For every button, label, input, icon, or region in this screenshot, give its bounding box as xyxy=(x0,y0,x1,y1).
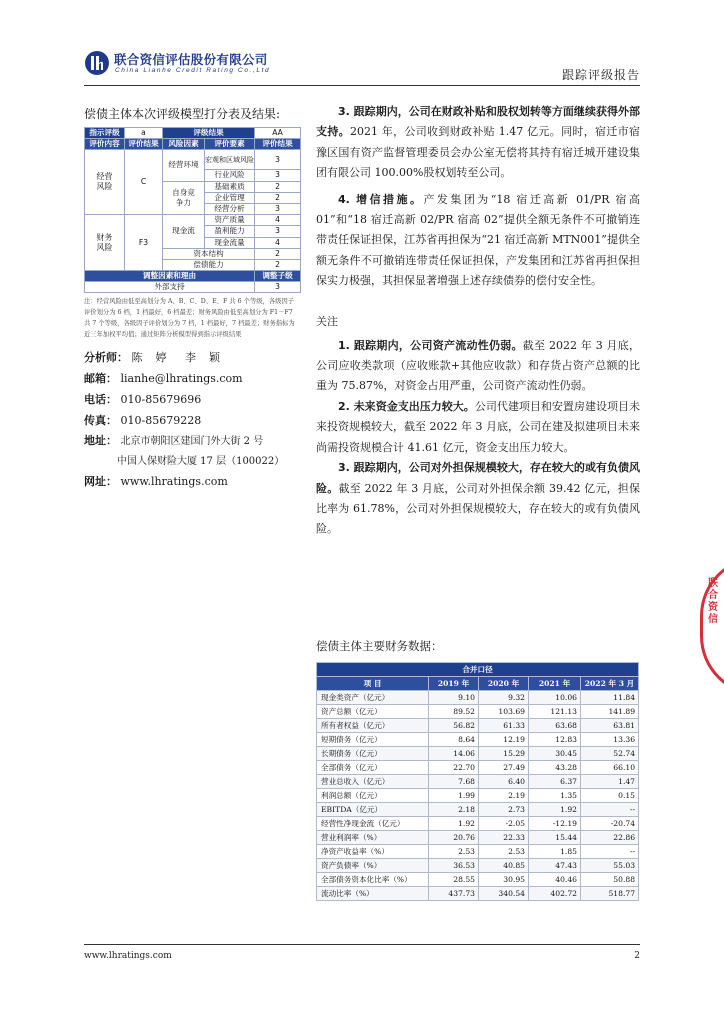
company-logo-icon xyxy=(84,50,110,76)
table-cell: 1.99 xyxy=(429,789,479,803)
table-row xyxy=(85,150,301,170)
factor-score: 2 xyxy=(255,248,301,259)
table-cell: 518.77 xyxy=(581,887,639,901)
adjust-value: 3 xyxy=(255,282,301,293)
table-row xyxy=(317,705,639,719)
rating-model-table xyxy=(84,127,301,293)
table-row xyxy=(317,817,639,831)
col-header: 评价结果 xyxy=(255,139,301,150)
concern-3-paragraph xyxy=(316,458,640,540)
table-cell: 27.49 xyxy=(479,761,529,775)
table-row xyxy=(317,733,639,747)
email-label: 邮箱： xyxy=(84,372,117,386)
element-score: 3 xyxy=(255,203,301,214)
element-score: 2 xyxy=(255,181,301,192)
row-label: 所有者权益（亿元） xyxy=(317,719,429,733)
table-row xyxy=(317,761,639,775)
table-cell: 340.54 xyxy=(479,887,529,901)
factor-name: 偿债能力 xyxy=(163,259,255,270)
table-header-row xyxy=(317,677,639,691)
model-note: 注：经营风险由低至高划分为 A、B、C、D、E、F 共 6 个等级，各级因子评价划分为 6 档，1 档最好，6 档最差；财务风险由低至高划分为 F1－F7 共 7 个等级，各级因子评价划分为 7 档，1 档最好，7 档最差；财务指标为近三年加权平均值；通过矩阵分析模型得到指示评级结果 xyxy=(84,298,295,339)
table-cell: 22.70 xyxy=(429,761,479,775)
row-label: 现金类资产（亿元） xyxy=(317,691,429,705)
financial-title: 偿债主体主要财务数据： xyxy=(316,639,443,653)
table-row xyxy=(317,747,639,761)
table-cell: 12.83 xyxy=(529,733,581,747)
element-score: 4 xyxy=(255,237,301,248)
table-cell: 36.53 xyxy=(429,859,479,873)
concern-2-heading: 2. 未来资金支出压力较大。 xyxy=(338,399,475,413)
concern-3-heading: 3. 跟踪期内，公司对外担保规模较大，存在较大的或有负债风险。 xyxy=(316,461,640,495)
row-label: 全部债务（亿元） xyxy=(317,761,429,775)
col-header: 2020 年 xyxy=(479,677,529,691)
credit-enhancement-text: 产发集团为“18 宿迁高新 01/PR 宿高 01”和“18 宿迁高新 02/PR 宿高 02”提供全额无条件不可撤销连带责任保证担保，江苏省再担保为“21 宿迁高新 MTN001”提供全额无条件不可撤销连带责任保证担保，产发集团和江苏省再担保担保实力极强，其担保显著增强上述存续债券的偿付安全性。 xyxy=(316,192,640,288)
fax-row xyxy=(84,410,300,431)
table-row xyxy=(85,282,301,293)
table-cell: 9.10 xyxy=(429,691,479,705)
model-title: 偿债主体本次评级模型打分表及结果: xyxy=(84,107,281,121)
table-cell: 141.89 xyxy=(581,705,639,719)
email-value[interactable]: lianhe@lhratings.com xyxy=(120,372,243,386)
col-header: 2021 年 xyxy=(529,677,581,691)
row-label: 流动比率（%） xyxy=(317,887,429,901)
table-cell: 1.47 xyxy=(581,775,639,789)
row-label: 利润总额（亿元） xyxy=(317,789,429,803)
row-label: 短期债务（亿元） xyxy=(317,733,429,747)
address-line2: 中国人保财险大厦 17 层（100022） xyxy=(117,456,285,468)
table-row xyxy=(317,845,639,859)
table-cell: 13.36 xyxy=(581,733,639,747)
indicator-value: a xyxy=(125,128,163,139)
table-cell: 103.69 xyxy=(479,705,529,719)
adjust-item: 外部支持 xyxy=(85,282,255,293)
operating-risk-label: 经营风险 xyxy=(85,150,125,215)
table-cell: 15.44 xyxy=(529,831,581,845)
col-header: 风险因素 xyxy=(163,139,205,150)
web-row xyxy=(84,471,300,492)
table-row xyxy=(317,803,639,817)
table-cell: 66.10 xyxy=(581,761,639,775)
table-row xyxy=(85,128,301,139)
table-cell: 6.40 xyxy=(479,775,529,789)
table-row xyxy=(317,719,639,733)
table-cell: 14.06 xyxy=(429,747,479,761)
table-cell: 12.19 xyxy=(479,733,529,747)
address-line1: 北京市朝阳区建国门外大街 2 号 xyxy=(120,436,264,448)
financial-table xyxy=(316,662,639,901)
table-cell: -12.19 xyxy=(529,817,581,831)
analyst-label: 分析师： xyxy=(84,351,128,365)
table-cell: 7.68 xyxy=(429,775,479,789)
concern-heading: 关注 xyxy=(316,314,338,328)
col-header: 评价要素 xyxy=(205,139,255,150)
table-row xyxy=(317,859,639,873)
support-paragraph xyxy=(316,102,640,184)
right-column xyxy=(316,102,640,540)
table-cell: 2.73 xyxy=(479,803,529,817)
table-cell: 8.64 xyxy=(429,733,479,747)
indicator-label: 指示评级 xyxy=(85,128,125,139)
table-row xyxy=(85,139,301,150)
table-cell: 2.53 xyxy=(479,845,529,859)
col-header: 2022 年 3 月 xyxy=(581,677,639,691)
table-cell: 40.46 xyxy=(529,873,581,887)
table-cell: 15.29 xyxy=(479,747,529,761)
table-cell: 1.92 xyxy=(529,803,581,817)
table-cell: 1.35 xyxy=(529,789,581,803)
address-row-2 xyxy=(84,451,300,471)
table-cell: 43.28 xyxy=(529,761,581,775)
table-row xyxy=(317,887,639,901)
col-header: 2019 年 xyxy=(429,677,479,691)
element-score: 4 xyxy=(255,215,301,226)
fax-label: 传真： xyxy=(84,414,117,428)
address-row xyxy=(84,431,300,451)
table-cell: 0.15 xyxy=(581,789,639,803)
email-row xyxy=(84,368,300,389)
financial-risk-result: F3 xyxy=(125,215,163,271)
table-cell: 1.92 xyxy=(429,817,479,831)
phone-value: 010-85679696 xyxy=(120,393,202,407)
col-header: 评价结果 xyxy=(125,139,163,150)
table-cell: 47.43 xyxy=(529,859,581,873)
table-cell: 11.84 xyxy=(581,691,639,705)
row-label: EBITDA（亿元） xyxy=(317,803,429,817)
row-label: 净资产收益率（%） xyxy=(317,845,429,859)
row-label: 营业总收入（亿元） xyxy=(317,775,429,789)
page-number: 2 xyxy=(634,951,640,961)
caliber-label: 合并口径 xyxy=(317,663,639,677)
footer-url[interactable]: www.lhratings.com xyxy=(84,951,172,961)
address-label: 地址： xyxy=(84,434,117,448)
table-cell: 22.86 xyxy=(581,831,639,845)
element-name: 现金流量 xyxy=(205,237,255,248)
table-cell: -2.05 xyxy=(479,817,529,831)
table-row xyxy=(317,831,639,845)
company-name-en: China Lianhe Credit Rating Co.,Ltd xyxy=(115,67,271,74)
result-label: 评级结果 xyxy=(163,128,255,139)
company-seal-icon xyxy=(700,556,724,696)
row-label: 全部债务资本化比率（%） xyxy=(317,873,429,887)
element-name: 宏观和区域风险 xyxy=(205,150,255,170)
table-row xyxy=(317,663,639,677)
element-name: 企业管理 xyxy=(205,192,255,203)
table-cell: 402.72 xyxy=(529,887,581,901)
factor-name: 自身竞争力 xyxy=(163,181,205,215)
row-label: 资产负债率（%） xyxy=(317,859,429,873)
row-label: 资产总额（亿元） xyxy=(317,705,429,719)
table-cell: 61.33 xyxy=(479,719,529,733)
factor-name: 现金流 xyxy=(163,215,205,249)
table-cell: 2.53 xyxy=(429,845,479,859)
table-cell: -- xyxy=(581,845,639,859)
factor-name: 资本结构 xyxy=(163,248,255,259)
element-score: 2 xyxy=(255,192,301,203)
table-cell: 63.68 xyxy=(529,719,581,733)
fax-value: 010-85679228 xyxy=(120,414,202,428)
table-cell: 63.81 xyxy=(581,719,639,733)
col-header: 项 目 xyxy=(317,677,429,691)
table-cell: 30.95 xyxy=(479,873,529,887)
table-cell: 52.74 xyxy=(581,747,639,761)
row-label: 经营性净现金流（亿元） xyxy=(317,817,429,831)
left-column xyxy=(84,104,300,492)
page-footer xyxy=(84,944,640,961)
credit-enhancement-paragraph xyxy=(316,190,640,292)
table-cell: 1.85 xyxy=(529,845,581,859)
table-cell: 56.82 xyxy=(429,719,479,733)
table-cell: 28.55 xyxy=(429,873,479,887)
concern-1-heading: 1. 跟踪期内，公司资产流动性仍弱。 xyxy=(338,338,523,352)
result-value: AA xyxy=(255,128,301,139)
table-cell: 2.19 xyxy=(479,789,529,803)
table-row xyxy=(317,873,639,887)
concern-3-text: 截至 2022 年 3 月底，公司对外担保余额 39.42 亿元，担保比率为 61.78%，公司对外担保规模较大，存在较大的或有负债风险。 xyxy=(316,481,641,536)
phone-row xyxy=(84,389,300,410)
table-cell: 89.52 xyxy=(429,705,479,719)
concern-1-text: 截至 2022 年 3 月底，公司应收类款项（应收账款+其他应收款）和存货占资产总额的比重为 75.87%，对资金占用严重，公司资产流动性仍弱。 xyxy=(316,338,640,393)
adjust-label: 调整因素和理由 xyxy=(85,271,255,282)
element-score: 3 xyxy=(255,226,301,237)
phone-label: 电话： xyxy=(84,393,117,407)
table-cell: 50.88 xyxy=(581,873,639,887)
table-cell: -20.74 xyxy=(581,817,639,831)
contact-block xyxy=(84,347,300,492)
table-cell: 2.18 xyxy=(429,803,479,817)
table-cell: 22.33 xyxy=(479,831,529,845)
table-cell: 9.32 xyxy=(479,691,529,705)
table-cell: 20.76 xyxy=(429,831,479,845)
web-label: 网址： xyxy=(84,475,117,489)
row-label: 长期债务（亿元） xyxy=(317,747,429,761)
table-cell: 121.13 xyxy=(529,705,581,719)
operating-risk-result: C xyxy=(125,150,163,215)
element-name: 盈利能力 xyxy=(205,226,255,237)
table-cell: 10.06 xyxy=(529,691,581,705)
support-text: 2021 年，公司收到财政补贴 1.47 亿元。同时，宿迁市宿豫区国有资产监督管理委员会办公室无偿将其持有宿迁城开建设集团有限公司 100.00%股权划转至公司。 xyxy=(316,125,640,180)
row-label: 营业利润率（%） xyxy=(317,831,429,845)
report-type: 跟踪评级报告 xyxy=(561,68,640,82)
factor-name: 经营环境 xyxy=(163,150,205,181)
element-name: 经营分析 xyxy=(205,203,255,214)
concern-2-paragraph xyxy=(316,397,640,458)
element-score: 3 xyxy=(255,150,301,170)
table-cell: -- xyxy=(581,803,639,817)
table-cell: 30.45 xyxy=(529,747,581,761)
table-cell: 55.03 xyxy=(581,859,639,873)
table-row xyxy=(317,691,639,705)
table-cell: 6.37 xyxy=(529,775,581,789)
factor-score: 2 xyxy=(255,259,301,270)
col-header: 评价内容 xyxy=(85,139,125,150)
adjust-sub-label: 调整子级 xyxy=(255,271,301,282)
analyst-row xyxy=(84,347,300,368)
table-row xyxy=(317,775,639,789)
credit-enhancement-heading: 4. 增信措施。 xyxy=(338,192,424,206)
element-name: 行业风险 xyxy=(205,170,255,181)
analyst-names: 陈 婷 李 颖 xyxy=(131,351,222,365)
financial-risk-label: 财务风险 xyxy=(85,215,125,271)
element-score: 3 xyxy=(255,170,301,181)
table-row xyxy=(317,789,639,803)
company-name-cn: 联合资信评估股份有限公司 xyxy=(114,52,268,67)
seal-text: 联合资信 xyxy=(708,578,718,625)
element-name: 基础素质 xyxy=(205,181,255,192)
table-cell: 437.73 xyxy=(429,887,479,901)
support-heading: 3. 跟踪期内，公司在财政补贴和股权划转等方面继续获得外部支持。 xyxy=(316,105,640,139)
concern-1-paragraph xyxy=(316,336,640,397)
table-cell: 40.85 xyxy=(479,859,529,873)
web-value[interactable]: www.lhratings.com xyxy=(120,475,228,489)
table-row xyxy=(85,271,301,282)
element-name: 资产质量 xyxy=(205,215,255,226)
concern-2-text: 公司代建项目和安置房建设项目未来投资规模较大，截至 2022 年 3 月底，公司在建及拟建项目未来尚需投资规模合计 41.61 亿元，资金支出压力较大。 xyxy=(316,399,641,454)
page-header xyxy=(84,44,640,86)
table-row xyxy=(85,215,301,226)
